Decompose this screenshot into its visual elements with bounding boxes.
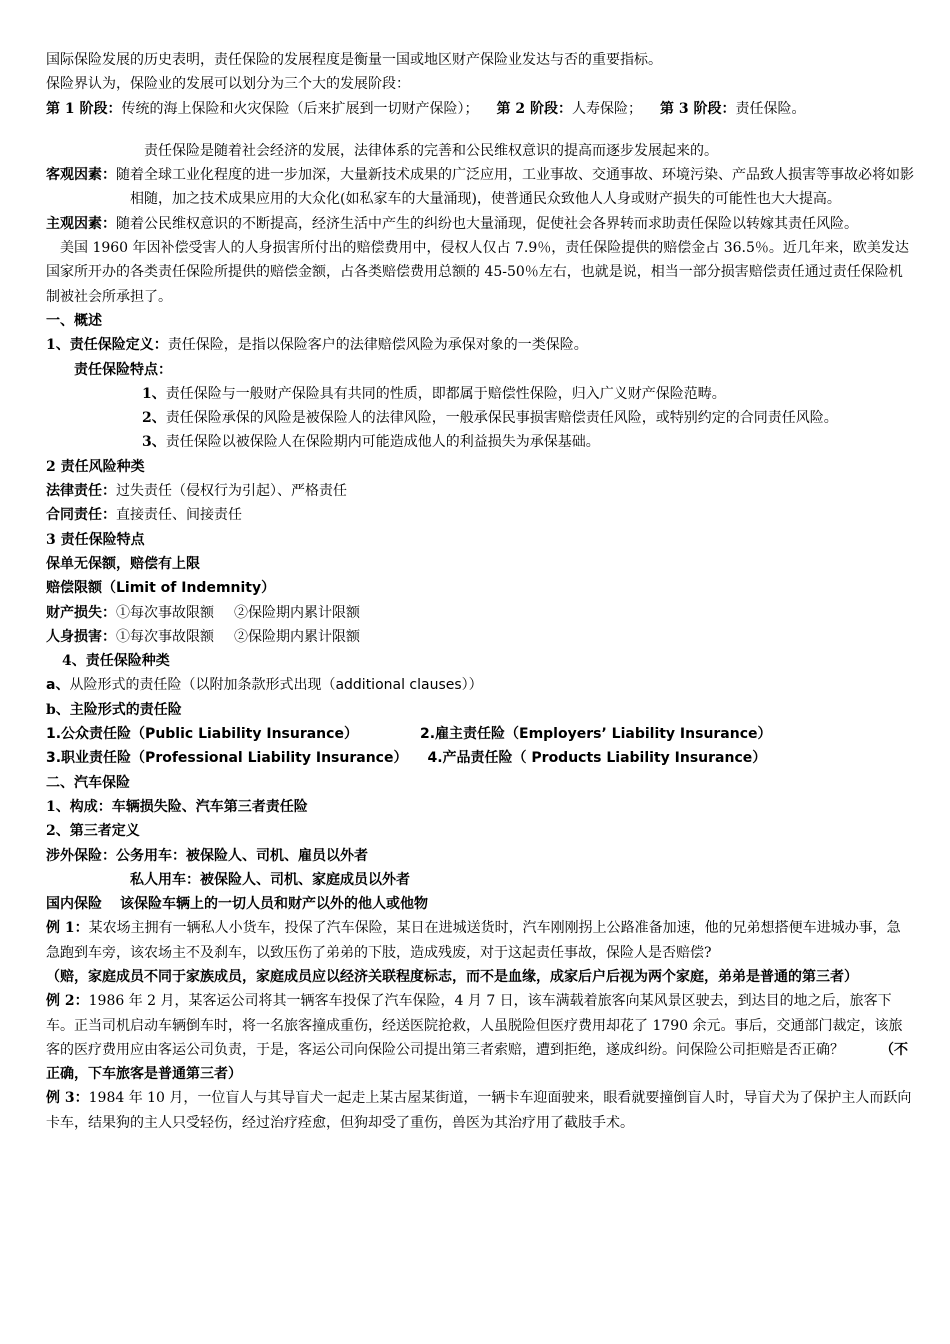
example-label: 例 3： [46, 1090, 89, 1107]
legal-liability-line [46, 479, 914, 503]
stats-paragraph: 美国 1960 年因补偿受害人的人身损害所付出的赔偿费用中，侵权人仅占 7.9％，责任保险提供的赔偿金占 36.5％。近几年来，欧美发达国家所开办的各类责任保险所提供的赔偿金额，占各类赔偿费用总额的 45-50％左右，也就是说，相当一部分损害赔偿责任通过责任保险机制被社会所承担了。 [46, 240, 909, 305]
subjective-text: 随着公民维权意识的不断提高，经济生活中产生的纠纷也大量涌现，促使社会各界转而求助责任保险以转嫁其责任风险。 [116, 215, 858, 232]
feature-text: 责任保险与一般财产保险具有共同的性质，即都属于赔偿性保险，归入广义财产保险范畴。 [165, 385, 726, 402]
feature-num: 3、 [142, 434, 166, 451]
intro-line-2: 保险界认为，保险业的发展可以划分为三个大的发展阶段： [46, 76, 410, 93]
type-a-line [46, 673, 914, 697]
property-loss-line [46, 601, 914, 625]
definition-text: 责任保险，是指以保险客户的法律赔偿风险为承保对象的一类保险。 [167, 337, 588, 354]
feature-item-3 [46, 430, 914, 454]
personal-label: 人身损害： [46, 628, 116, 645]
stage3-text: 责任保险。 [735, 100, 806, 117]
domestic-text: 该保险车辆上的一切人员和财产以外的他人或他物 [120, 896, 428, 913]
features-heading: 责任保险特点： [74, 361, 172, 378]
composition-line: 1、构成：车辆损失险、汽车第三者责任险 [46, 798, 308, 815]
objective-label: 客观因素： [46, 167, 116, 184]
stages-line [46, 97, 914, 121]
professional-liability: 3.职业责任险（Professional Liability Insurance） [46, 750, 408, 767]
example-3 [46, 1086, 914, 1135]
contract-label: 合同责任： [46, 507, 116, 524]
stage2-label: 第 2 阶段： [496, 100, 572, 117]
example-label: 例 1： [46, 920, 89, 937]
example-2 [46, 989, 914, 1086]
characteristics-heading: 3 责任保险特点 [46, 531, 145, 548]
feature-text: 责任保险承保的风险是被保险人的法律风险，一般承保民事损害赔偿责任风险，或特别约定的合同责任风险。 [165, 410, 838, 427]
definition-line [46, 333, 914, 357]
feature-item-1 [46, 382, 914, 406]
feature-text: 责任保险以被保险人在保险期内可能造成他人的利益损失为承保基础。 [165, 434, 600, 451]
type-b-row-2 [46, 746, 914, 770]
foreign-public: 公务用车：被保险人、司机、雇员以外者 [116, 847, 368, 864]
background-lead: 责任保险是随着社会经济的发展，法律体系的完善和公民维权意识的提高而逐步发展起来的。 [144, 142, 718, 159]
third-party-heading: 2、第三者定义 [46, 823, 140, 840]
stage1-label: 第 1 阶段： [46, 100, 122, 117]
risk-types-heading: 2 责任风险种类 [46, 458, 145, 475]
example-text: 1986 年 2 月，某客运公司将其一辆客车投保了汽车保险，4 月 7 日，该车满载着旅客向某风景区驶去，到达目的地之后，旅客下车。正当司机启动车辆倒车时，将一名旅客撞成重伤，经送医院抢救，人虽脱险但医疗费用却花了 1790 余元。事后，交通部门裁定，该旅客的医疗费用应由客运公司负责，于是，客运公司向保险公司提出第三者索赔，遭到拒绝，遂成纠纷。问保险公司拒赔是否正确？ [46, 993, 903, 1058]
personal-opt-1: ①每次事故限额 [116, 628, 214, 645]
stage2-text: 人寿保险； [572, 100, 642, 117]
example-text: 某农场主拥有一辆私人小货车，投保了汽车保险，某日在进城送货时，汽车刚刚拐上公路准备加速，他的兄弟想搭便车进城办事，急急跑到车旁，该农场主不及刹车，以致压伤了弟弟的下肢，造成残废，对于这起责任事故，保险人是否赔偿? [46, 920, 901, 961]
objective-factor [46, 163, 914, 212]
subjective-label: 主观因素： [46, 215, 116, 232]
definition-label: 1、责任保险定义： [46, 337, 168, 354]
feature-num: 2、 [142, 410, 166, 427]
legal-text: 过失责任（侵权行为引起）、严格责任 [116, 483, 347, 500]
example-1-answer: （赔，家庭成员不同于家族成员，家庭成员应以经济关联程度标志，而不是血缘，成家后户后视为两个家庭，弟弟是普通的第三者） [46, 968, 858, 985]
property-label: 财产损失： [46, 604, 116, 621]
feature-item-2 [46, 406, 914, 430]
public-liability: 1.公众责任险（Public Liability Insurance） [46, 726, 358, 743]
feature-num: 1、 [142, 385, 166, 402]
legal-label: 法律责任： [46, 483, 116, 500]
insurance-types-heading: 4、责任保险种类 [62, 653, 170, 670]
stage3-label: 第 3 阶段： [660, 100, 736, 117]
stage1-text: 传统的海上保险和火灾保险（后来扩展到一切财产保险）； [121, 100, 479, 117]
property-opt-2: ②保险期内累计限额 [234, 604, 360, 621]
foreign-label: 涉外保险： [46, 847, 116, 864]
personal-injury-line [46, 625, 914, 649]
section2-heading: 二、汽车保险 [46, 774, 130, 791]
domestic-label: 国内保险 [46, 896, 102, 913]
objective-text: 随着全球工业化程度的进一步加深，大量新技术成果的广泛应用，工业事故、交通事故、环境污染、产品致人损害等事故必将如影相随，加之技术成果应用的大众化(如私家车的大量涌现)，使普通民众致他人人身或财产损失的可能性也大大提高。 [116, 167, 914, 208]
domestic-line [46, 892, 914, 916]
type-a-text: 从险形式的责任险（以附加条款形式出现（additional clauses）） [69, 677, 483, 694]
example-label: 例 2： [46, 993, 89, 1010]
characteristics-line-1: 保单无保额，赔偿有上限 [46, 555, 200, 572]
employers-liability: 2.雇主责任险（Employers’ Liability Insurance） [419, 726, 772, 743]
type-b-row-1 [46, 722, 914, 746]
example-text: 1984 年 10 月，一位盲人与其导盲犬一起走上某古屋某街道，一辆卡车迎面驶来，眼看就要撞倒盲人时，导盲犬为了保护主人而跃向卡车，结果狗的主人只受轻伤，经过治疗痊愈，但狗却受了重伤，兽医为其治疗用了截肢手术。 [46, 1090, 912, 1131]
foreign-private-line: 私人用车：被保险人、司机、家庭成员以外者 [130, 871, 410, 888]
example-answer: （不正确，下车旅客是普通第三者） [46, 1041, 908, 1083]
characteristics-line-2: 赔偿限额（Limit of Indemnity） [46, 580, 276, 597]
contract-text: 直接责任、间接责任 [116, 507, 242, 524]
section1-heading: 一、概述 [46, 312, 102, 329]
contract-liability-line [46, 503, 914, 527]
type-a-label: a、 [46, 677, 70, 694]
type-b-line: b、主险形式的责任险 [46, 701, 182, 718]
intro-line-1: 国际保险发展的历史表明，责任保险的发展程度是衡量一国或地区财产保险业发达与否的重要指标。 [46, 52, 662, 68]
example-1 [46, 916, 914, 965]
personal-opt-2: ②保险期内累计限额 [234, 628, 360, 645]
products-liability: 4.产品责任险（ Products Liability Insurance） [427, 750, 767, 767]
foreign-public-line [46, 844, 914, 868]
subjective-factor [46, 212, 914, 236]
property-opt-1: ①每次事故限额 [116, 604, 214, 621]
